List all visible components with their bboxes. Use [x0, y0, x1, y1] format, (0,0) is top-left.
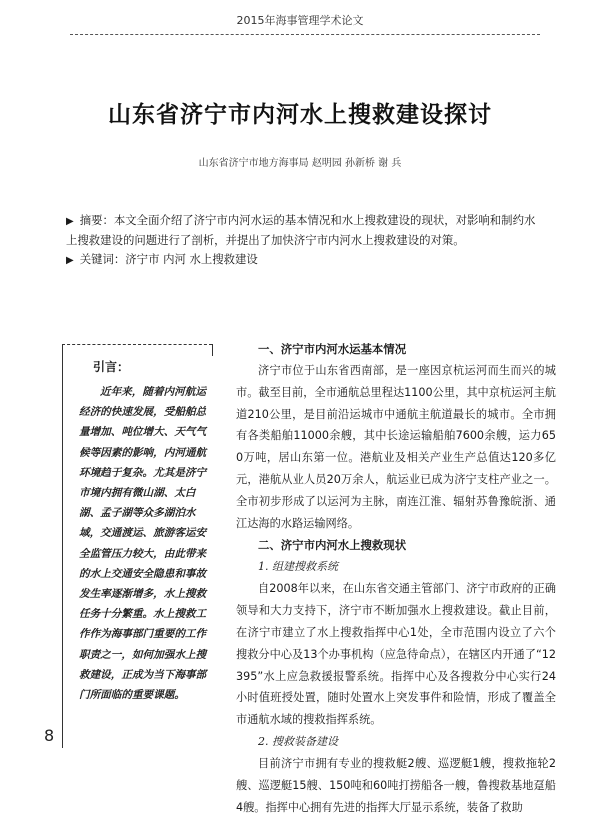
section-1-heading: 一、济宁市内河水运基本情况 [258, 342, 407, 356]
keywords-label: 关键词： [79, 252, 126, 266]
section-2-heading: 二、济宁市内河水上搜救现状 [258, 538, 407, 553]
subsection-1-text: 自2008年以来，在山东省交通主管部门、济宁市政府的正确领导和大力支持下，济宁市不断加强水上搜救建设。截止目前，在济宁市建立了水上搜救指挥中心1处，全市范围内设立了六个搜救分中心及13个办事机构（应急待命点），在辖区内开通了“12395”水上应急救援报警系统。指挥中心及各搜救分中心实行24小时值班授处置，随时处置水上突发事件和险情，形成了覆盖全市通航水域的搜救指挥系统。 [236, 582, 556, 727]
abstract-text: 本文全面介绍了济宁市内河水运的基本情况和水上搜救建设的现状，对影响和制约水上搜救建设的问题进行了剖析，并提出了加快济宁市内河水上搜救建设的对策。 [66, 213, 536, 247]
abstract-block [66, 211, 544, 270]
keywords-paragraph [66, 250, 544, 270]
triangle-bullet-icon: ▶ [66, 255, 74, 266]
keywords-text: 济宁市 内河 水上搜救建设 [125, 252, 258, 266]
subsection-2-heading: 2. 搜救装备建设 [258, 734, 338, 748]
sidebar-top-border [62, 344, 212, 345]
paper-title: 山东省济宁市内河水上搜救建设探讨 [108, 102, 492, 128]
abstract-label: 摘要： [79, 213, 114, 227]
page-number: 8 [44, 726, 55, 745]
triangle-bullet-icon: ▶ [66, 216, 74, 227]
abstract-paragraph [66, 211, 544, 250]
running-head: 2015年海事管理学术论文 [236, 14, 364, 27]
main-column [236, 338, 556, 818]
section-1-text: 济宁市位于山东省西南部，是一座因京杭运河而生而兴的城市。截至目前，全市通航总里程达1100公里，其中京杭运河主航道210公里，是目前沿运城市中通航主航道最长的城市。全市拥有各类船舶11000余艘，其中长途运输船舶7600余艘，运力650万吨，居山东第一位。港航业及相关产业生产总值达120多亿元，港航从业人员20万余人，航运业已成为济宁支柱产业之一。全市初步形成了以运河为主脉，南连江淮、辐射苏鲁豫皖浙、通江达海的水路运输网络。 [236, 364, 556, 530]
header-divider [70, 34, 540, 35]
author-line: 山东省济宁市地方海事局 赵明园 孙新桥 谢 兵 [198, 158, 402, 169]
sidebar-corner-tick [212, 344, 213, 356]
subsection-1-heading: 1. 组建搜救系统 [258, 560, 338, 574]
sidebar-text: 近年来，随着内河航运经济的快速发展，受船舶总量增加、吨位增大、天气气候等因素的影响，内河通航环境趋于复杂。尤其是济宁市境内拥有微山湖、太白湖、孟子湖等众多湖泊水域，交通渡运、旅游客运安全监管压力较大，由此带来的水上交通安全隐患和事故发生率逐渐增多，水上搜救任务十分繁重。水上搜救工作作为海事部门重要的工作职责之一，如何加强水上搜救建设，正成为当下海事部门所面临的重要课题。 [79, 386, 207, 702]
sidebar-heading: 引言： [93, 360, 130, 374]
subsection-2-text: 目前济宁市拥有专业的搜救艇2艘、巡逻艇1艘，搜救拖轮2艘、巡逻艇15艘、150吨和60吨打捞船各一艘，鲁搜救基地趸船4艘。指挥中心拥有先进的指挥大厅显示系统，装备了救助 [236, 756, 556, 814]
introduction-sidebar [62, 344, 211, 748]
